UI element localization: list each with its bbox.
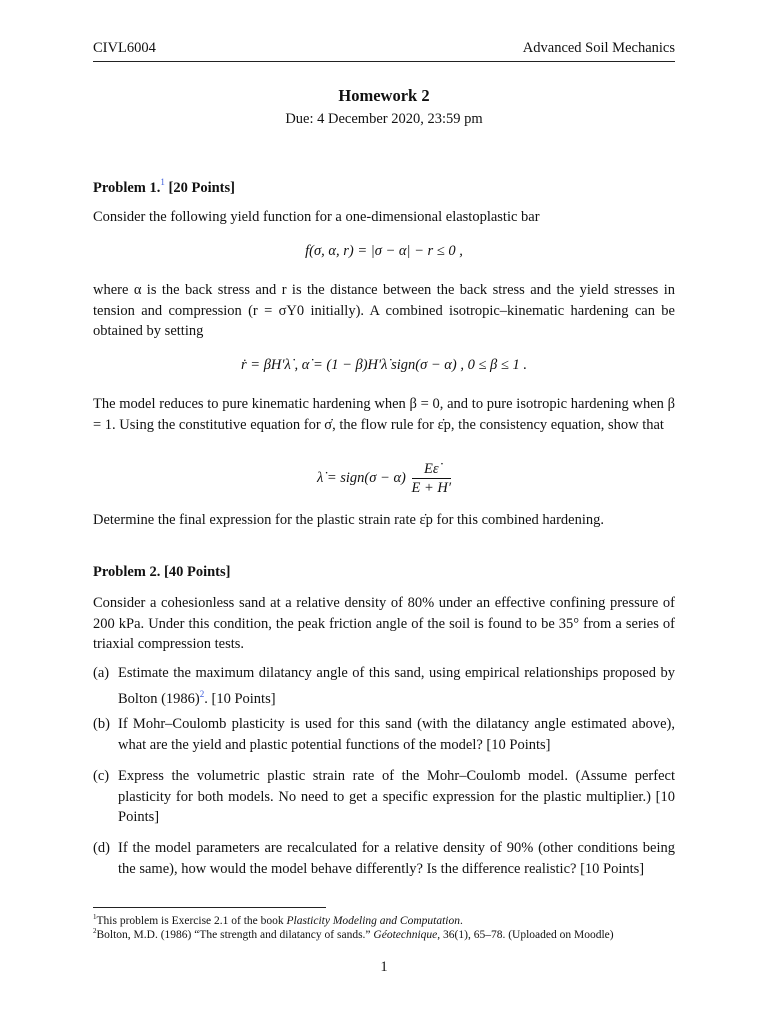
footnote-text: Bolton, M.D. (1986) “The strength and dilatancy of sands.” — [96, 929, 374, 941]
book-title: Plasticity Modeling and Computation — [286, 915, 460, 927]
problem2-heading — [93, 564, 230, 581]
footnote-rule — [93, 907, 326, 908]
plastic-multiplier-equation — [0, 460, 768, 497]
item-label: (c) — [93, 768, 110, 784]
footnote-mark: 1 — [93, 913, 97, 921]
item-label: (b) — [93, 716, 110, 732]
item-label: (a) — [93, 665, 110, 681]
fraction-denominator: E + H′ — [411, 480, 452, 496]
footnote-mark: 2 — [93, 927, 97, 935]
equation-fraction — [412, 460, 452, 497]
problem1-intro: Consider the following yield function for a one-dimensional elastoplastic bar — [93, 209, 540, 225]
footnote-text: This problem is Exercise 2.1 of the book — [96, 915, 287, 927]
course-subject: Advanced Soil Mechanics — [522, 40, 675, 56]
problem1-paragraph3: The model reduces to pure kinematic hardening when β = 0, and to pure isotropic hardening when β = 1. Using the constitutive equation for σ̇, the flow rule for ε̇p, the consistency equation, show that — [93, 396, 675, 433]
item-text-tail: . [10 Points] — [204, 690, 276, 707]
footnote-2 — [93, 924, 614, 942]
fraction-numerator: Eε̇ — [412, 460, 452, 479]
page-title: Homework 2 — [338, 86, 430, 105]
footnote-tail: . — [459, 915, 463, 927]
item-text: If the model parameters are recalculated for a relative density of 90% (other conditions being the same), how would the model behave differently? Is the difference realistic? [10 Points] — [118, 840, 675, 877]
problem2-intro: Consider a cohesionless sand at a relative density of 80% under an effective confining pressure of 200 kPa. Under this condition, the peak friction angle of the soil is found to be 35° from a series of triaxial compression tests. — [93, 595, 675, 652]
yield-function-equation: f(σ, α, r) = |σ − α| − r ≤ 0 , — [305, 243, 463, 259]
problem2-points: [40 Points] — [164, 564, 231, 580]
journal-title: Géotechnique — [373, 929, 438, 941]
item-text: Express the volumetric plastic strain rate of the Mohr–Coulomb model. (Assume perfect plasticity for both models. No need to get a specific expression for the plastic multiplier.) [10 Points] — [118, 768, 675, 825]
footnote-tail: , 36(1), 65–78. (Uploaded on Moodle) — [437, 929, 614, 941]
problem1-paragraph2: where α is the back stress and r is the distance between the back stress and the yield stresses in tension and compression (r = σY0 initially). A combined isotropic–kinematic hardening can be obtained by setting — [93, 282, 675, 339]
header-rule — [93, 61, 675, 62]
footnote-ref-1[interactable]: 1 — [160, 177, 165, 187]
problem1-paragraph4: Determine the final expression for the plastic strain rate ε̇p for this combined hardening. — [93, 512, 605, 528]
item-text-main: Estimate the maximum dilatancy angle of this sand, using empirical relationships proposed by Bolton (1986) — [118, 665, 675, 707]
equation-lhs: λ̇ = sign(σ − α) — [316, 469, 406, 486]
item-text — [118, 663, 675, 709]
problem2-title: Problem 2. — [93, 564, 161, 580]
course-code: CIVL6004 — [93, 40, 156, 56]
item-label: (d) — [93, 840, 110, 856]
footnote-ref-2[interactable]: 2 — [199, 688, 205, 699]
problem1-heading — [93, 177, 235, 197]
problem1-title: Problem 1. — [93, 180, 161, 196]
due-date: Due: 4 December 2020, 23:59 pm — [285, 111, 483, 127]
item-text: If Mohr–Coulomb plasticity is used for this sand (with the dilatancy angle estimated above), what are the yield and plastic potential functions of the model? [10 Points] — [118, 716, 675, 753]
hardening-equation: ṙ = βH′λ̇ , α̇ = (1 − β)H′λ̇ sign(σ − α) , 0 ≤ β ≤ 1 . — [241, 357, 527, 373]
page-number: 1 — [380, 959, 388, 975]
problem1-points: [20 Points] — [168, 180, 235, 196]
